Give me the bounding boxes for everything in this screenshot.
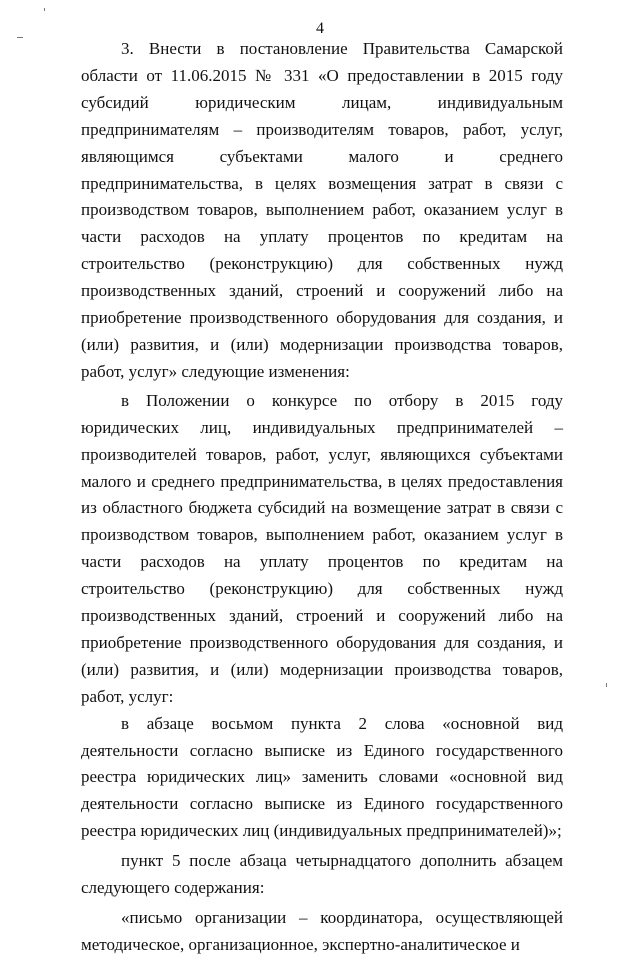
paragraph-regulation-amendment: в Положении о конкурсе по отбору в 2015 году юридических лиц, индивидуальных предпринимателей – производителей товаров, работ, услуг, являющихся субъектами малого и среднего предпринимательства, в целях предоставления из областного бюджета субсидий на возмещение затрат в связи с производством товаров, выполнением работ, оказанием услуг в части расходов на уплату процентов по кредитам на строительство (реконструкцию) для собственных нужд производственных зданий, строений и сооружений либо на приобретение производственного оборудования для создания, и (или) развития, и (или) модернизации производства товаров, работ, услуг:: [81, 390, 563, 706]
document-body: [81, 36, 563, 959]
page-number: 4: [316, 20, 324, 37]
paragraph-quoted-letter: «письмо организации – координатора, осуществляющей методическое, организационное, экспертно-аналитическое и: [81, 908, 563, 954]
scan-artifact-mark: [44, 8, 45, 11]
scan-artifact-mark: [606, 683, 607, 687]
paragraph-abzac-8-change: в абзаце восьмом пункта 2 слова «основной вид деятельности согласно выписке из Единого государственного реестра юридических лиц» заменить словами «основной вид деятельности согласно выписке из Единого государственного реестра юридических лиц (индивидуальных предпринимателей)»;: [81, 713, 563, 841]
paragraph-punkt-5-addition: пункт 5 после абзаца четырнадцатого дополнить абзацем следующего содержания:: [81, 851, 563, 898]
paragraph-item-3: 3. Внести в постановление Правительства Самарской области от 11.06.2015 № 331 «О предоставлении в 2015 году субсидий юридическим лицам, индивидуальным предпринимателям – производителям товаров, работ, услуг, являющимся субъектами малого и среднего предпринимательства, в целях возмещения затрат в связи с производством товаров, выполнением работ, оказанием услуг в части расходов на уплату процентов по кредитам на строительство (реконструкцию) для собственных нужд производственных зданий, строений и сооружений либо на приобретение производственного оборудования для создания, и (или) развития, и (или) модернизации производства товаров, работ, услуг» следующие изменения:: [81, 39, 563, 381]
